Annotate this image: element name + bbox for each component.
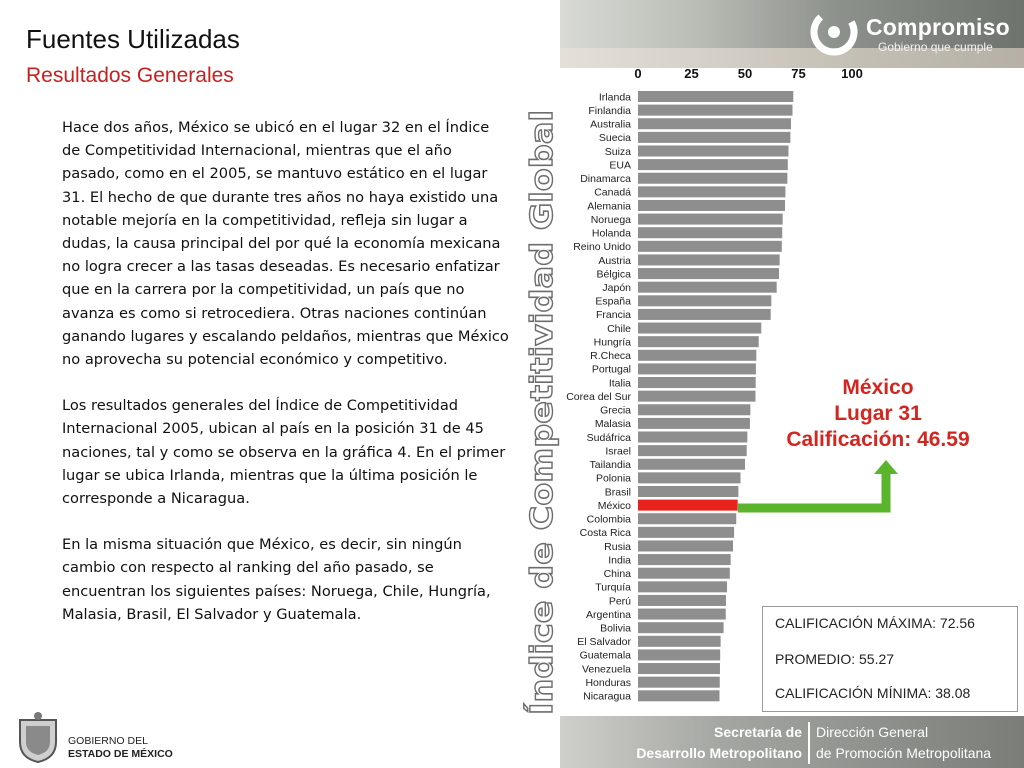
category-label: Nicaragua [583, 690, 631, 703]
state-emblem-icon [16, 712, 60, 764]
bar-42 [638, 663, 720, 674]
bar-6 [638, 173, 787, 184]
category-label: México [597, 499, 631, 512]
bar-27 [638, 459, 745, 470]
page-title: Fuentes Utilizadas [26, 24, 240, 54]
bar-22 [638, 391, 755, 402]
category-label: Venezuela [581, 663, 631, 676]
callout-arrow-icon [738, 458, 898, 520]
bar-40 [638, 636, 721, 647]
bar-29 [638, 486, 738, 497]
category-label: El Salvador [577, 636, 631, 649]
bar-1 [638, 105, 793, 116]
bar-13 [638, 268, 779, 279]
category-label: Grecia [600, 404, 631, 417]
chart-title-text: Índice de Competitividad Global [525, 173, 560, 715]
bar-43 [638, 677, 720, 688]
bar-35 [638, 568, 730, 579]
category-label: Israel [605, 445, 631, 458]
bar-3 [638, 132, 790, 143]
callout-country: México [842, 376, 914, 399]
paragraph-2: Los resultados generales del Índice de Competitividad Internacional 2005, ubican al país en la posición 31 de 45 naciones, tal y como se observa en la gráfica 4. En el primer lugar se ubica Irlanda, mientras que la última posición le corresponde a Nicaragua. [62, 397, 506, 508]
category-label: R.Checa [590, 350, 631, 363]
category-label: Tailandia [589, 459, 631, 472]
bar-10 [638, 227, 782, 238]
category-label: Sudáfrica [586, 431, 631, 444]
stat-min: CALIFICACIÓN MÍNIMA: 38.08 [775, 685, 971, 701]
body-text [62, 116, 512, 649]
category-label: Malasia [594, 418, 631, 431]
bar-0 [638, 91, 793, 102]
x-tick-label: 25 [684, 66, 699, 81]
bar-23 [638, 404, 750, 415]
category-label: Suecia [598, 132, 631, 145]
gov-name-line1: GOBIERNO DEL [68, 735, 148, 747]
bar-37 [638, 595, 726, 606]
bar-44 [638, 690, 719, 701]
brand-name: Compromiso [866, 14, 1010, 40]
callout-rank: Lugar 31 [834, 402, 922, 425]
category-label: Noruega [590, 213, 631, 226]
bar-18 [638, 336, 759, 347]
bar-36 [638, 581, 727, 592]
category-label: Francia [595, 309, 631, 322]
bar-33 [638, 540, 733, 551]
category-label: Costa Rica [579, 527, 631, 540]
paragraph-3: En la misma situación que México, es decir, sin ningún cambio con respecto al ranking del año pasado, se encuentran los siguientes países: Noruega, Chile, Hungría, Malasia, Brasil, El Salvador y Guatemala. [62, 536, 491, 623]
category-label: Polonia [595, 472, 631, 485]
chart-title [514, 90, 564, 720]
category-label: Austria [598, 254, 631, 267]
stat-average: PROMEDIO: 55.27 [775, 651, 895, 667]
category-label: Honduras [585, 676, 631, 689]
bar-11 [638, 241, 782, 252]
gov-name-line2: ESTADO DE MÉXICO [68, 748, 173, 760]
bar-25 [638, 432, 747, 443]
bar-31 [638, 513, 736, 524]
bar-24 [638, 418, 750, 429]
category-label: Colombia [586, 513, 631, 526]
bar-9 [638, 214, 783, 225]
footer-secretaria-line2: Desarrollo Metropolitano [636, 745, 802, 761]
category-label: Chile [607, 322, 631, 335]
bar-26 [638, 445, 747, 456]
category-label: Irlanda [598, 91, 631, 104]
category-label: Bolivia [600, 622, 631, 635]
footer-divider [808, 722, 810, 764]
category-label: Reino Unido [573, 241, 631, 254]
category-label: Hungría [593, 336, 631, 349]
bar-8 [638, 200, 785, 211]
category-label: Corea del Sur [566, 390, 631, 403]
category-label: Holanda [591, 227, 631, 240]
x-tick-label: 100 [841, 66, 863, 81]
bar-34 [638, 554, 731, 565]
x-tick-label: 75 [791, 66, 806, 81]
bar-16 [638, 309, 771, 320]
category-label: Brasil [604, 486, 631, 499]
category-label: Perú [608, 595, 631, 608]
callout-score: Calificación: 46.59 [786, 428, 970, 451]
bar-4 [638, 145, 788, 156]
bar-17 [638, 323, 761, 334]
bar-7 [638, 186, 785, 197]
category-label: Alemania [587, 200, 631, 213]
x-tick-label: 0 [634, 66, 642, 81]
x-tick-label: 50 [737, 66, 753, 81]
bar-2 [638, 118, 791, 129]
category-label: India [608, 554, 631, 567]
category-label: Suiza [604, 145, 631, 158]
bar-41 [638, 649, 720, 660]
category-label: Finlandia [588, 104, 631, 117]
bar-5 [638, 159, 788, 170]
category-label: Australia [590, 118, 631, 131]
bar-32 [638, 527, 734, 538]
bar-21 [638, 377, 756, 388]
bar-12 [638, 254, 780, 265]
bar-39 [638, 622, 724, 633]
bar-14 [638, 282, 777, 293]
brand-tagline: Gobierno que cumple [878, 40, 993, 54]
compromiso-logo-icon [810, 8, 858, 56]
category-label: China [603, 568, 631, 581]
bar-30 [638, 500, 738, 511]
category-label: Rusia [604, 540, 631, 553]
category-label: Guatemala [579, 649, 631, 662]
category-label: España [595, 295, 631, 308]
category-label: Canadá [594, 186, 631, 199]
paragraph-1: Hace dos años, México se ubicó en el lugar 32 en el Índice de Competitividad Internacional, mientras que el año pasado, como en el 2005, se mantuvo estático en el lugar 31. El hecho de que durante tres años no haya existido una notable mejoría en la competitividad, refleja sin lugar a dudas, la causa principal del por qué la economía mexicana no logra crecer a las tasas deseadas. Es necesario enfatizar que en la carrera por la competitividad, un país que no avanza es como si retrocediera. Otras naciones continúan ganando lugares y escalando peldaños, mientras que México no aprovecha su potencial económico y competitivo. [62, 119, 509, 369]
category-label: EUA [609, 159, 631, 172]
stat-max: CALIFICACIÓN MÁXIMA: 72.56 [775, 615, 975, 631]
footer-direccion-line2: de Promoción Metropolitana [816, 745, 992, 761]
category-label: Italia [608, 377, 631, 390]
stats-box [762, 606, 1018, 712]
category-label: Portugal [591, 363, 631, 376]
bar-28 [638, 472, 741, 483]
category-label: Japón [602, 281, 631, 294]
footer-secretaria-line1: Secretaría de [714, 724, 802, 740]
bar-20 [638, 363, 756, 374]
bar-38 [638, 609, 726, 620]
bar-15 [638, 295, 771, 306]
footer-direccion-line1: Dirección General [816, 724, 929, 740]
bar-19 [638, 350, 756, 361]
category-label: Bélgica [596, 268, 631, 281]
category-label: Turquía [595, 581, 631, 594]
category-label: Dinamarca [580, 173, 631, 186]
page-subtitle: Resultados Generales [26, 64, 234, 87]
category-label: Argentina [586, 608, 631, 621]
